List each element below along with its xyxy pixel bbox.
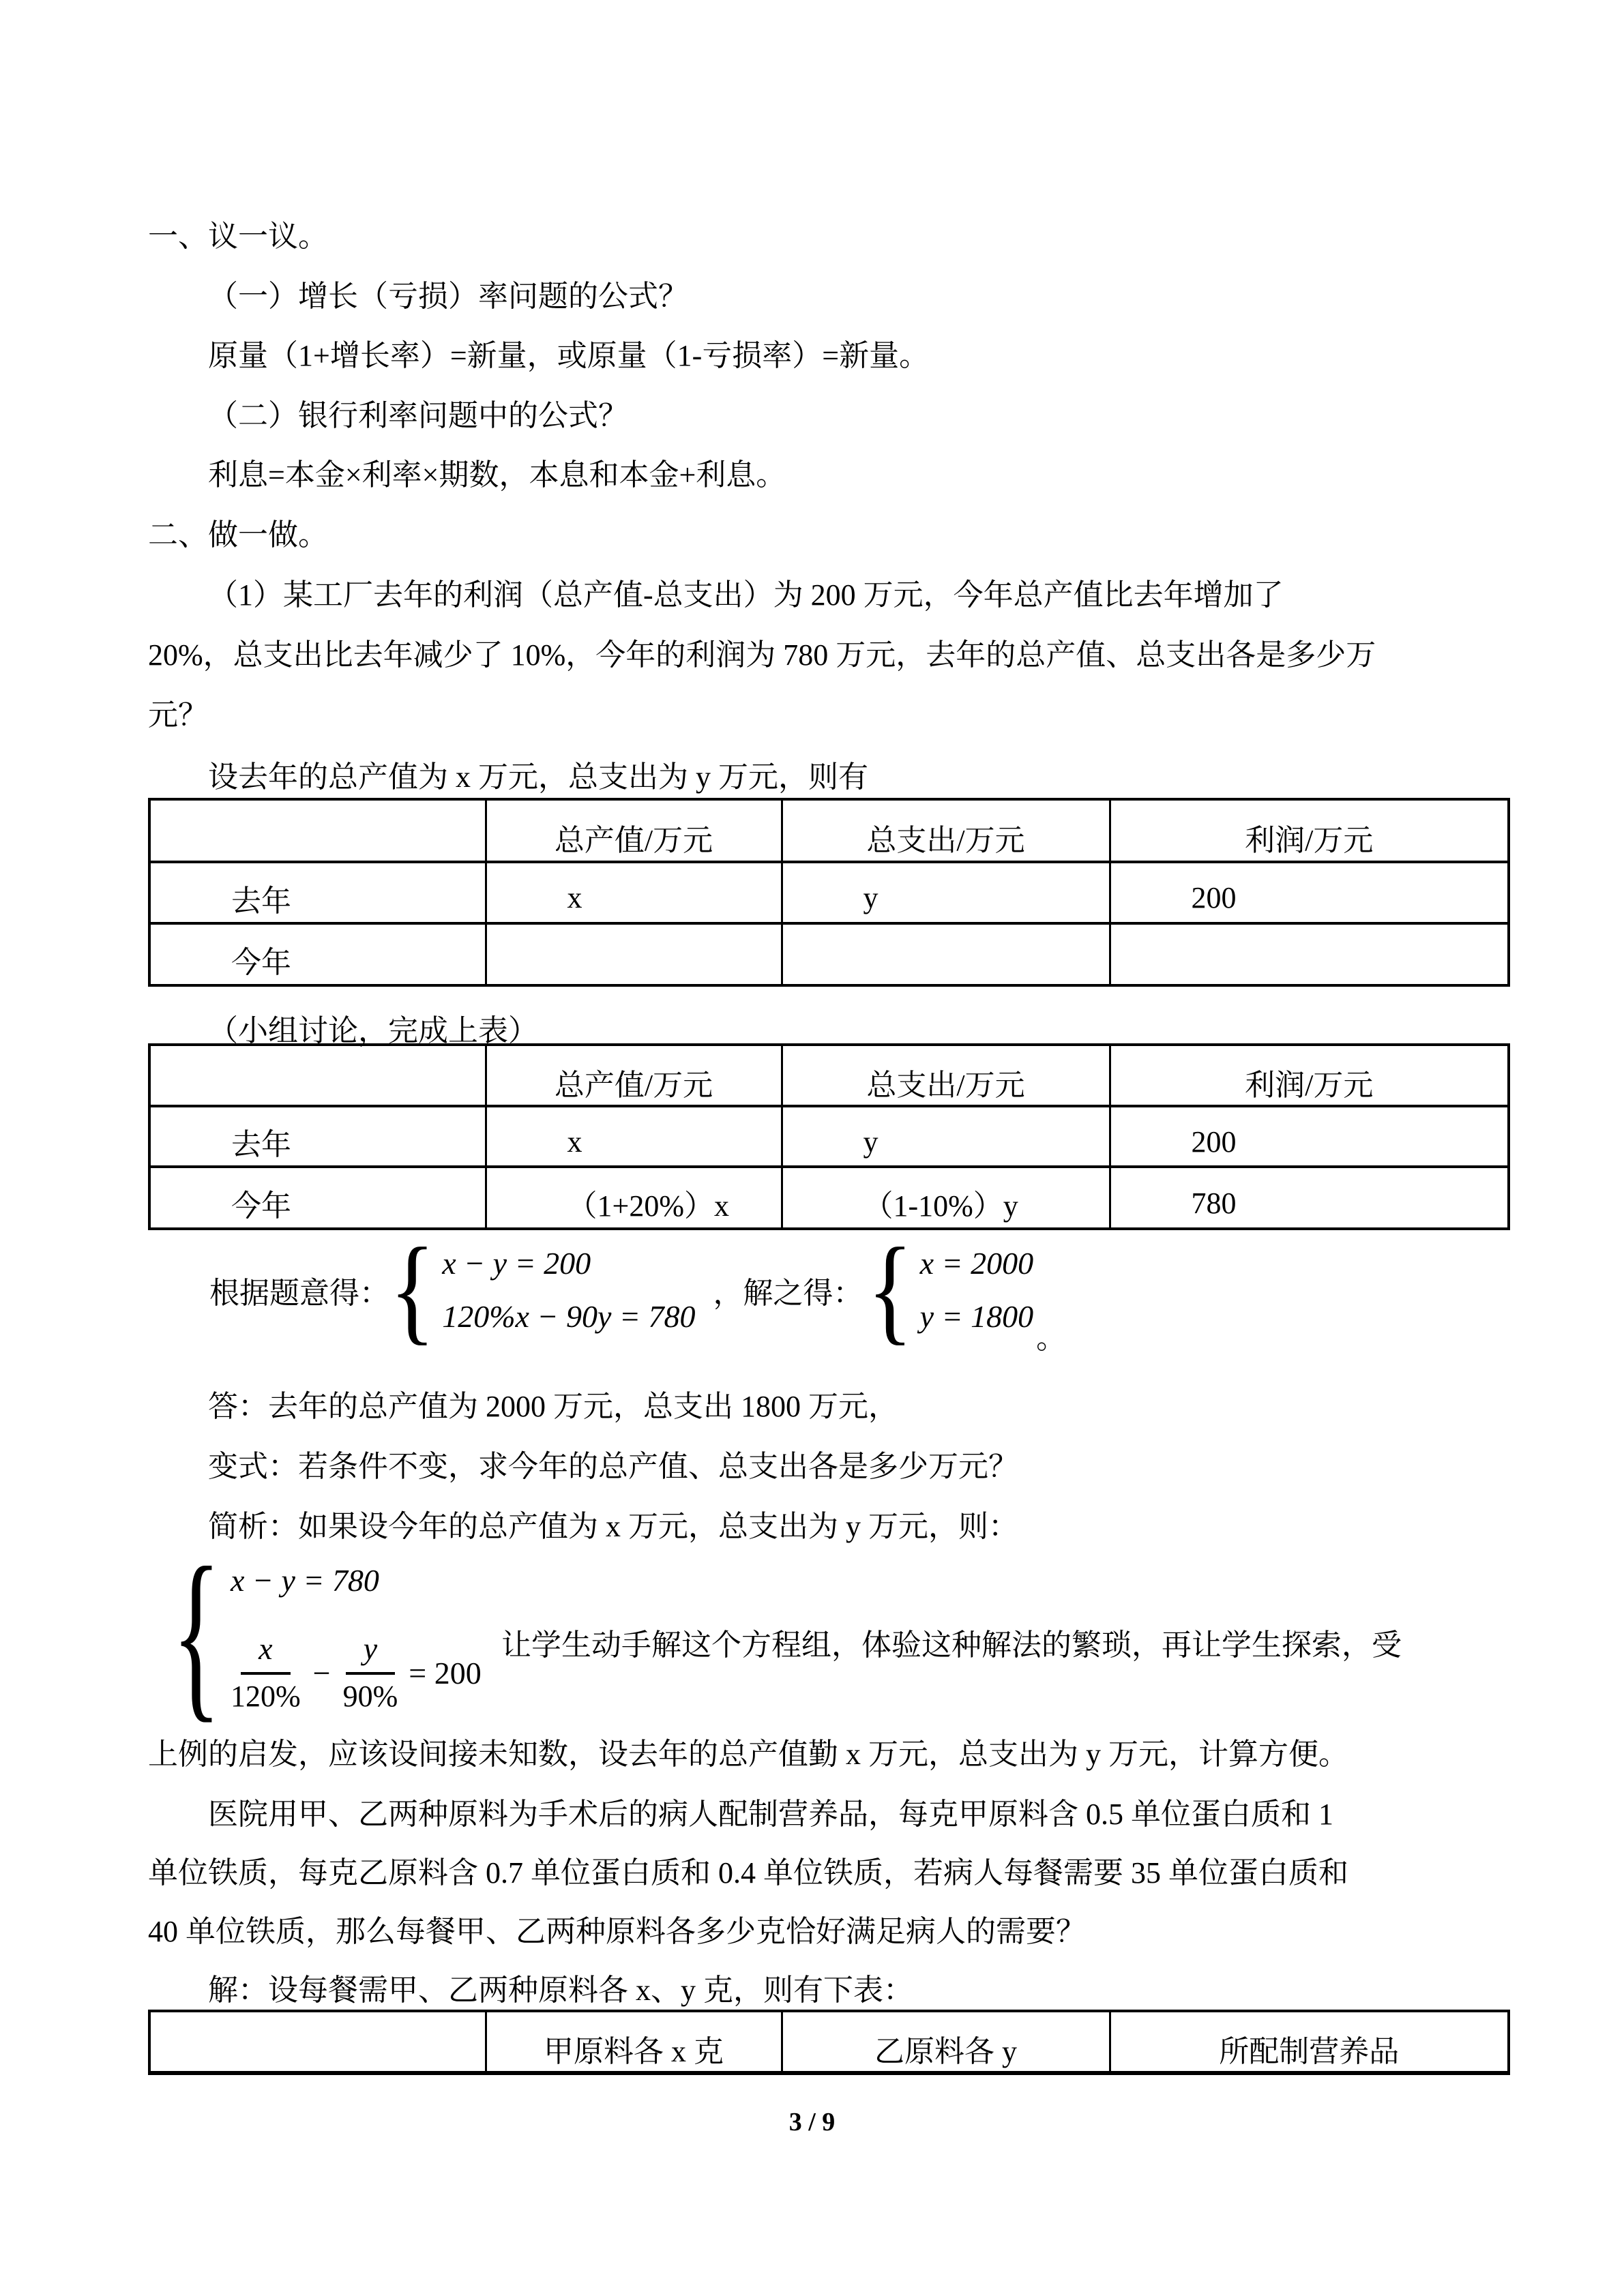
assumption-line: 设去年的总产值为 x 万元，总支出为 y 万元，则有 xyxy=(208,760,868,794)
equation2-rhs: = 200 xyxy=(409,1655,482,1690)
table1-cell: x xyxy=(486,862,782,923)
variant-line: 变式：若条件不变，求今年的总产值、总支出各是多少万元？ xyxy=(208,1450,1018,1483)
fraction-x-over-120pct xyxy=(231,1631,301,1714)
table1-thisyear-label: 今年 xyxy=(149,923,486,985)
equation1-line2: 120%x − 90y = 780 xyxy=(442,1299,696,1334)
table3-header-0 xyxy=(149,2011,486,2073)
table2-thisyear-label: 今年 xyxy=(149,1167,486,1229)
problem1-line1: （1）某工厂去年的利润（总产值-总支出）为 200 万元，今年总产值比去年增加了 xyxy=(208,578,1284,612)
table-profit-blank xyxy=(148,798,1510,987)
table1-header-1: 总产值/万元 xyxy=(486,799,782,862)
table2-lastyear-label: 去年 xyxy=(149,1106,486,1167)
table2-header-1: 总产值/万元 xyxy=(486,1045,782,1106)
fraction-numerator: x xyxy=(241,1631,290,1675)
table2-cell: （1+20%）x xyxy=(486,1167,782,1229)
left-brace: { xyxy=(867,1223,913,1356)
table-nutrition xyxy=(148,2010,1510,2075)
fraction-denominator: 120% xyxy=(231,1680,301,1713)
section1-question1: （一）增长（亏损）率问题的公式？ xyxy=(208,280,688,313)
section1-title: 一、议一议。 xyxy=(148,220,328,253)
solution2-setup: 解：设每餐需甲、乙两种原料各 x、y 克，则有下表： xyxy=(208,1973,913,2007)
table1-cell: 200 xyxy=(1110,862,1509,923)
equation-system-1 xyxy=(209,1222,1066,1358)
problem1-line2: 20%，总支出比去年减少了 10%，今年的利润为 780 万元，去年的总产值、总支出各是多少万 xyxy=(148,638,1376,672)
table1-header-3: 利润/万元 xyxy=(1110,799,1509,862)
table2-cell: y xyxy=(782,1106,1110,1167)
table2-cell: 200 xyxy=(1110,1106,1509,1167)
problem2-line3: 40 单位铁质，那么每餐甲、乙两种原料各多少克恰好满足病人的需要？ xyxy=(148,1915,1086,1948)
left-brace: { xyxy=(389,1223,436,1356)
group-discussion-note: （小组讨论，完成上表） xyxy=(208,1014,538,1047)
table3-header-3: 所配制营养品 xyxy=(1110,2011,1509,2073)
equation2-line2 xyxy=(231,1631,482,1714)
equation-system-2 xyxy=(172,1529,482,1739)
fraction-numerator: y xyxy=(346,1631,395,1675)
teaching-hint-inline: 让学生动手解这个方程组，体验这种解法的繁琐，再让学生探索，受 xyxy=(501,1628,1402,1662)
table1-header-2: 总支出/万元 xyxy=(782,799,1110,862)
equation1-line1: x − y = 200 xyxy=(442,1246,591,1281)
problem2-line1: 医院用甲、乙两种原料为手术后的病人配制营养品，每克甲原料含 0.5 单位蛋白质和 1 xyxy=(208,1798,1333,1831)
table3-header-2: 乙原料各 y xyxy=(782,2011,1110,2073)
table-row xyxy=(149,1045,1509,1106)
table-row xyxy=(149,862,1509,923)
table2-cell: （1-10%）y xyxy=(782,1167,1110,1229)
table-profit-filled xyxy=(148,1043,1510,1230)
page-number: 3 / 9 xyxy=(788,2108,836,2136)
section1-answer1: 原量（1+增长率）=新量，或原量（1-亏损率）=新量。 xyxy=(208,339,930,372)
table-row xyxy=(149,2011,1509,2073)
fraction-denominator: 90% xyxy=(342,1680,398,1713)
equation1-period: 。 xyxy=(1036,1322,1067,1355)
table1-cell: y xyxy=(782,862,1110,923)
equation1-solution2: y = 1800 xyxy=(919,1299,1034,1334)
table-row xyxy=(149,1167,1509,1229)
table1-cell xyxy=(486,923,782,985)
table2-cell: x xyxy=(486,1106,782,1167)
table1-cell xyxy=(1110,923,1509,985)
equation2-line1: x − y = 780 xyxy=(231,1563,379,1598)
table-row xyxy=(149,1106,1509,1167)
table1-header-0 xyxy=(149,799,486,862)
table2-header-0 xyxy=(149,1045,486,1106)
section2-title: 二、做一做。 xyxy=(148,518,328,552)
answer-line: 答：去年的总产值为 2000 万元，总支出 1800 万元， xyxy=(208,1390,898,1423)
section1-answer2: 利息=本金×利率×期数，本息和本金+利息。 xyxy=(208,458,786,492)
left-brace: { xyxy=(172,1529,221,1739)
table-row xyxy=(149,799,1509,862)
problem1-line3: 元？ xyxy=(148,698,208,732)
table1-lastyear-label: 去年 xyxy=(149,862,486,923)
equation1-lead: 根据题意得： xyxy=(209,1277,389,1310)
analysis-line: 简析：如果设今年的总产值为 x 万元，总支出为 y 万元，则： xyxy=(208,1510,1018,1543)
equation1-mid: ，解之得： xyxy=(713,1277,863,1310)
fraction-y-over-90pct xyxy=(343,1631,398,1714)
table2-header-2: 总支出/万元 xyxy=(782,1045,1110,1106)
section1-question2: （二）银行利率问题中的公式？ xyxy=(208,399,628,432)
minus-operator: − xyxy=(312,1655,331,1690)
problem2-line2: 单位铁质，每克乙原料含 0.7 单位蛋白质和 0.4 单位铁质，若病人每餐需要 35 单位蛋白质和 xyxy=(148,1856,1348,1890)
table3-header-1: 甲原料各 x 克 xyxy=(486,2011,782,2073)
table-row xyxy=(149,923,1509,985)
teaching-hint-line2: 上例的启发，应该设间接未知数，设去年的总产值勤 x 万元，总支出为 y 万元，计算方便。 xyxy=(148,1738,1348,1771)
table1-cell xyxy=(782,923,1110,985)
equation1-solution1: x = 2000 xyxy=(919,1246,1034,1281)
table2-cell: 780 xyxy=(1110,1167,1509,1229)
table2-header-3: 利润/万元 xyxy=(1110,1045,1509,1106)
